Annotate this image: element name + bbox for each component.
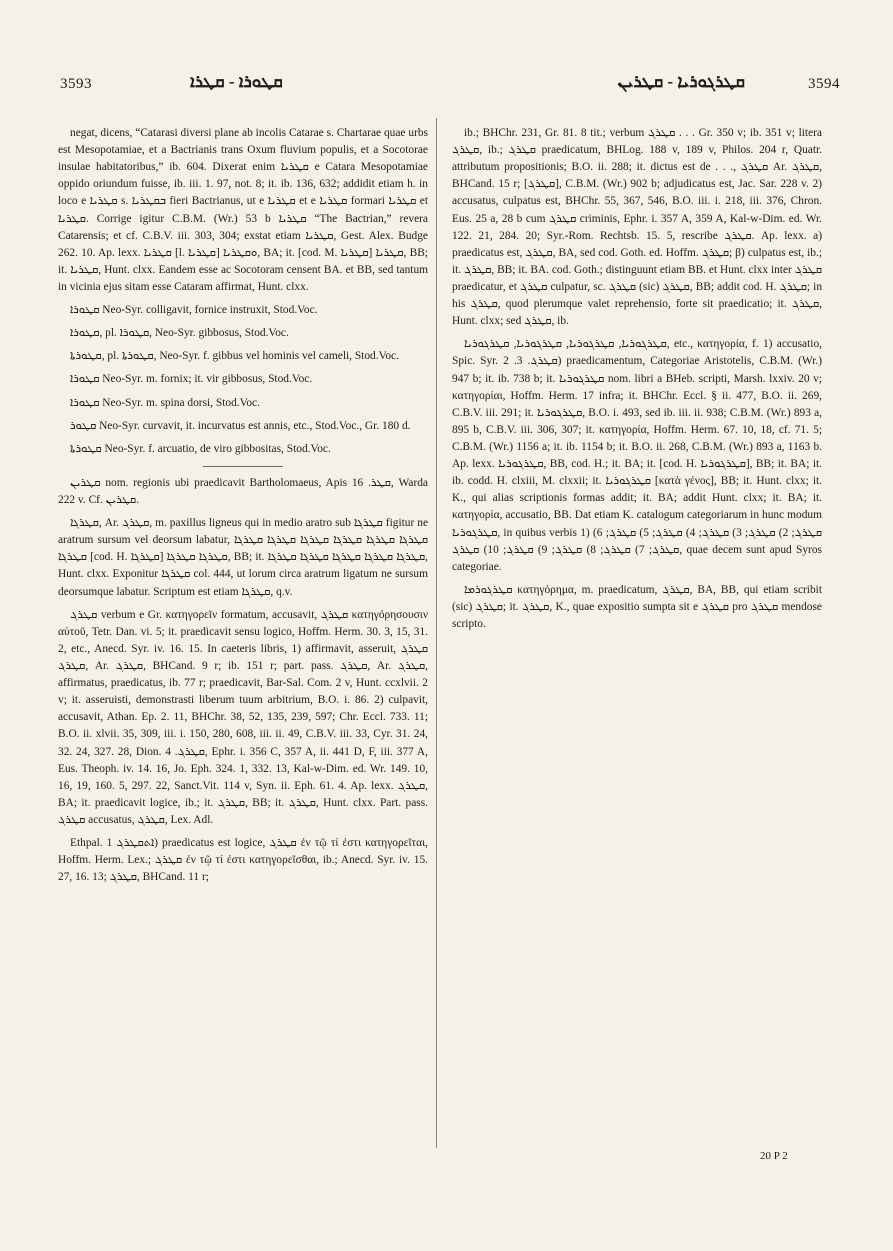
left-running-word: ܩܛܘܪܐ - ܩܛܪܐ: [190, 72, 283, 91]
entry-categorema: ܩܛܪܓܘܪܡܐ κατηγόρημα, m. praedicatum, ܩܛܪܓ, BA, BB, qui etiam scribit (sic) ܩܛܪܓ; it. ܩܛܪܓ, K., quae expositio sumpta sit e ܩܛܪܓ pro ܩܛܪܓ mendose scripto.: [452, 583, 822, 631]
section-rule: [203, 466, 283, 467]
entry-curvavit: ܩܛܘܪ Neo-Syr. curvavit, it. incurvatus est annis, etc., Stod.Voc., Gr. 180 d.: [70, 419, 411, 432]
running-header: [60, 72, 840, 98]
entry-spina-dorsi: ܩܛܘܪܐ Neo-Syr. m. spina dorsi, Stod.Voc.: [70, 396, 260, 409]
entry-categoria: ܩܛܪܓܘܪܝܐ, ܩܛܪܓܘܪܝܐ, ܩܛܪܓܘܪܝܐ, ܩܛܪܓܘܪܝܐ, etc., κατηγορία, f. 1) accusatio, Spic. Syr. ܩܛܪܓ. 3. 2) praedicamentum, Categoriae Aristotelis, C.B.M. (Wr.) 947 b; it. ib. 738 b; it. ܩܛܪܓܘܪܝܐ nom. libri a BHeb. scripti, Marsh. lxxiv. 20 v; κατηγορίαι, Hoffm. Herm. 17 infra; it. BHChr. Eccl. § ii. 477, B.O. ii. 269, C.B.V. iii. 291; it. ܩܛܪܓܘܪܝܐ, B.O. i. 493, sed ib. iii. ii. 938; C.B.M. (Wr.) 893 a, 895 b, C.B.V. iii. 306, 307; it. κατηγορία, Hoffm. Herm. 67. 10, 18, cf. 71. 5; C.B.M. (Wr.) 1156 a; it. ib. 1154 b; it. B.O. ii. 268, C.B.M. (Wr.) 893 a, 1163 b. Ap. lexx. ܩܛܪܓܘܪܝܐ, BB, cod. H.; it. BA; it. [cod. H. ܩܛܪܓܘܪܝܐ], BB; it. BA; it. ib. codd. H. clxiii, M. clxxii; it. ܩܛܪܓܘܪܝܐ [κατὰ γένος], BB; it. Hunt. clxx; it. K., qui alias scriptionis formas addit; it. BA; addit Hunt. clxx; it. BA; it. κατηγορία, accusatio, BB. Dat etiam K. catalogum categoriarum in hunc modum ܩܛܪܓܘܪܝܐ, in quibus verbis 1) ܩܛܪܓ; 2) ܩܛܪܓ; 3) ܩܛܪܓ; 4) ܩܛܪܓ; 5) ܩܛܪܓ; 6) ܩܛܪܓ; 7) ܩܛܪܓ; 8) ܩܛܪܓ; 9) ܩܛܪܓ; 10) ܩܛܪܓ, quae decem sunt apud Syros categoriae.: [452, 338, 822, 573]
entry-fornix: ܩܛܘܪܐ Neo-Syr. m. fornix; it. vir gibbosus, Stod.Voc.: [70, 373, 313, 386]
entry-ethpal: Ethpal. ܐܬܩܛܪܓ 1) praedicatus est logice, ܩܛܪܓ ἐν τῷ τί ἐστι κατηγορεῖται, Hoffm. Herm. Lex.; ܩܛܪܓ ἐν τῷ τί ἐστι κατηγορεῖσθαι, ib.; Anecd. Syr. iv. 15. 27, 16. 13; ܩܛܪܓ, BHCand. 11 r;: [58, 837, 428, 884]
column-divider: [436, 118, 437, 1148]
entry-gibbus: ܩܛܘܪܬܐ, pl. ܩܛܘܪܬܐ, Neo-Syr. f. gibbus vel hominis vel cameli, Stod.Voc.: [70, 350, 399, 363]
left-column: [58, 125, 428, 1145]
entry-paxillus: ܩܛܪܓܐ, Ar. ܩܛܪܓ, m. paxillus ligneus qui in medio aratro sub ܩܛܪܓܐ figitur ne aratrum sursum vel deorsum labatur, ܩܛܪܓܐ ܩܛܪܓܐ ܩܛܪܓܐ ܩܛܪܓܐ ܩܛܪܓܐ ܩܛܪܓܐ ܩܛܪܓܐ [cod. H. ܩܛܪܓܐ] ܩܛܪܓܐ ܩܛܪܓܐ, BB; it. ܩܛܪܓܐ ܩܛܪܓܐ ܩܛܪܓܐ ܩܛܪܓܐ ܩܛܪܓܐ, Hunt. clxx. Exponitur ܩܛܪܓܐ col. 444, ut lorum circa aratrum ligatum ne sursum deorsumque labatur. Scriptum est etiam ܩܛܪܓܐ, q.v.: [58, 517, 428, 598]
left-page-number: 3593: [60, 76, 92, 92]
entry-regio: ܩܛܪܝܢ nom. regionis ubi praedicavit Bartholomaeus, Apis ܩܛܪ. 16, Warda 222 v. Cf. ܩܛܪܝܢ.: [58, 476, 428, 506]
entry-catarenses: negat, dicens, “Catarasi diversi plane ab incolis Catarae s. Chartarae quae urbs est Mesopotamiae, et a Bactrianis trans Oxum fluvium populis, et a Socotorae insulae habitatoribus,” ib. 604. Dixerat enim ܩܛܪܝܐ e Catara Mesopotamiae oppido oriundum fuisse, ib. iii. 1. 97, not. 8; it. ib. 136, 632; addidit etiam h. in loco e ܩܛܪܝܐ s. ܒܩܛܪܝܐ fieri Bactrianus, ut e ܩܛܪܝܐ et e ܩܛܪܝܐ formari ܩܛܪܝܐ et ܩܛܪܝܐ. Corrige igitur C.B.M. (Wr.) 53 b ܩܛܪܝܐ “The Bactrian,” revera Catarensis; et cf. C.B.V. iii. 303, 304; exstat etiam ܩܛܪܝܐ, Gest. Alex. Budge 262. 10. Ap. lexx. ܩܛܪܝܐ [l. ܩܛܪܝܐ] ܘܩܛܪܝܐ, BA; it. [cod. M. ܩܛܪܝܐ] ܩܛܪܝܐ, BB; it. ܩܛܪܝܐ, Hunt. clxx. Eandem esse ac Socotoram censent BA. et BB, sed tantum in vicinia ejus sitam esse Cataram affirmat, Hunt. clxx.: [58, 127, 428, 293]
signature-mark: 20 P 2: [760, 1150, 788, 1162]
entry-gibbosus: ܩܛܘܪܐ, pl. ܩܛܘܪܐ, Neo-Syr. gibbosus, Stod.Voc.: [70, 327, 289, 340]
entry-accusavit: ܩܛܪܓ verbum e Gr. κατηγορεῖν formatum, accusavit, ܩܛܪܓ κατηγόρησουσιν αὐτοῦ, Tetr. Dan. vi. 5; it. praedicavit sensu logico, Hoffm. Herm. 30. 3, 15, 31. 2, etc., Anecd. Syr. iv. 16. 15. In caeteris libris, 1) affirmavit, asseruit, ܩܛܪܓ ܩܛܪܓ, Ar. ܩܛܪܓ, BHCand. 9 r; ib. 151 r; part. pass. ܩܛܪܓ, Ar. ܩܛܪܓ, affirmatus, praedicatus, ib. 77 r; praedicavit, Bar-Sal. Com. 2 v, Hunt. ccxlvii. 2 v; it. asseruisti, demonstrasti liberum tuum arbitrium, B.O. i. 86. 2) culpavit, accusavit, Athan. Ep. 2. 11, BHChr. 38, 52, 135, 239, 597; Chr. Eccl. 733. 11; B.O. ii. xlvii. 35, 309, iii. i. 150, 280, 608, iii. ii. 49, C.B.V. iii. 33, Cyr. 31. 24, 32. 24, 327. 28, Dion. ܩܛܪܓ. 4, Ephr. i. 356 C, 357 A, ii. 441 D, F, iii. 377 A, Eus. Theoph. iv. 14. 16, Jo. Eph. 324. 1, 332. 13, Kal-w-Dim. ed. Wr. 149. 10, 16, 19, 160. 5, 297. 22, Sanct.Vit. 114 v, Syn. ii. Eph. 61. 4. Ap. lexx. ܩܛܪܓ, BA; it. praedicavit logice, ib.; it. ܩܛܪܓ, BB; it. ܩܛܪܓ, Hunt. clxx. Part. pass. ܩܛܪܓ accusatus, ܩܛܪܓ, Lex. Adl.: [58, 608, 428, 826]
right-column: [452, 125, 822, 1145]
entry-continuation: ib.; BHChr. 231, Gr. 81. 8 tit.; verbum ܩܛܪܓ . . . Gr. 350 v; ib. 351 v; litera ܩܛܪܓ, ib.; ܩܛܪܓ praedicatum, BHLog. 188 v, 189 v, Philos. 204 r, Quatr. attributum propositionis; B.O. ii. 288; it. dictus est de . . ., ܩܛܪܓ Ar. ܩܛܪܓ, BHCand. 15 r; [ܩܛܪܓ], C.B.M. (Wr.) 902 b; adjudicatus est, Jac. Sar. 228 v. 2) accusatus, culpatus est, BHChr. 55, 367, 546, B.O. iii. i. 218, iii. 376, Chron. Eus. 25 a, 28 b cum ܩܛܪܓ criminis, Ephr. i. 357 A, 359 A, Kal-w-Dim. ed. Wr. 122. 21, 284. 20; Syr.-Rom. Rechtsb. 15. 5, rescribe ܩܛܪܓ. Ap. lexx. a) praedicatus est, ܩܛܪܓ, BA, sed cod. Goth. ed. Hoffm. ܩܛܪܓ; β) culpatus est, ib.; it. ܩܛܪܓ, BB; it. BA. cod. Goth.; distinguunt etiam BB. et Hunt. clxx inter ܩܛܪܓ praedicatur, et ܩܛܪܓ culpatur, sc. ܩܛܪܓ (sic) ܩܛܪܓ, BB; addit cod. H. ܩܛܪܓ; in his ܩܛܪܓ, quod plerumque valet reprehensio, forte sit praedicatio; it. ܩܛܪܓ, Hunt. clxx; sed ܩܛܪܓ, ib.: [452, 127, 822, 328]
right-page-number: 3594: [808, 76, 840, 92]
entry-colligavit: ܩܛܘܪܐ Neo-Syr. colligavit, fornice instruxit, Stod.Voc.: [70, 304, 318, 317]
right-running-word: ܩܛܪܓܘܪܝܐ - ܩܛܪܝܢ: [617, 72, 745, 91]
entry-arcuatio: ܩܛܘܪܬܐ Neo-Syr. f. arcuatio, de viro gibbositas, Stod.Voc.: [70, 442, 331, 455]
